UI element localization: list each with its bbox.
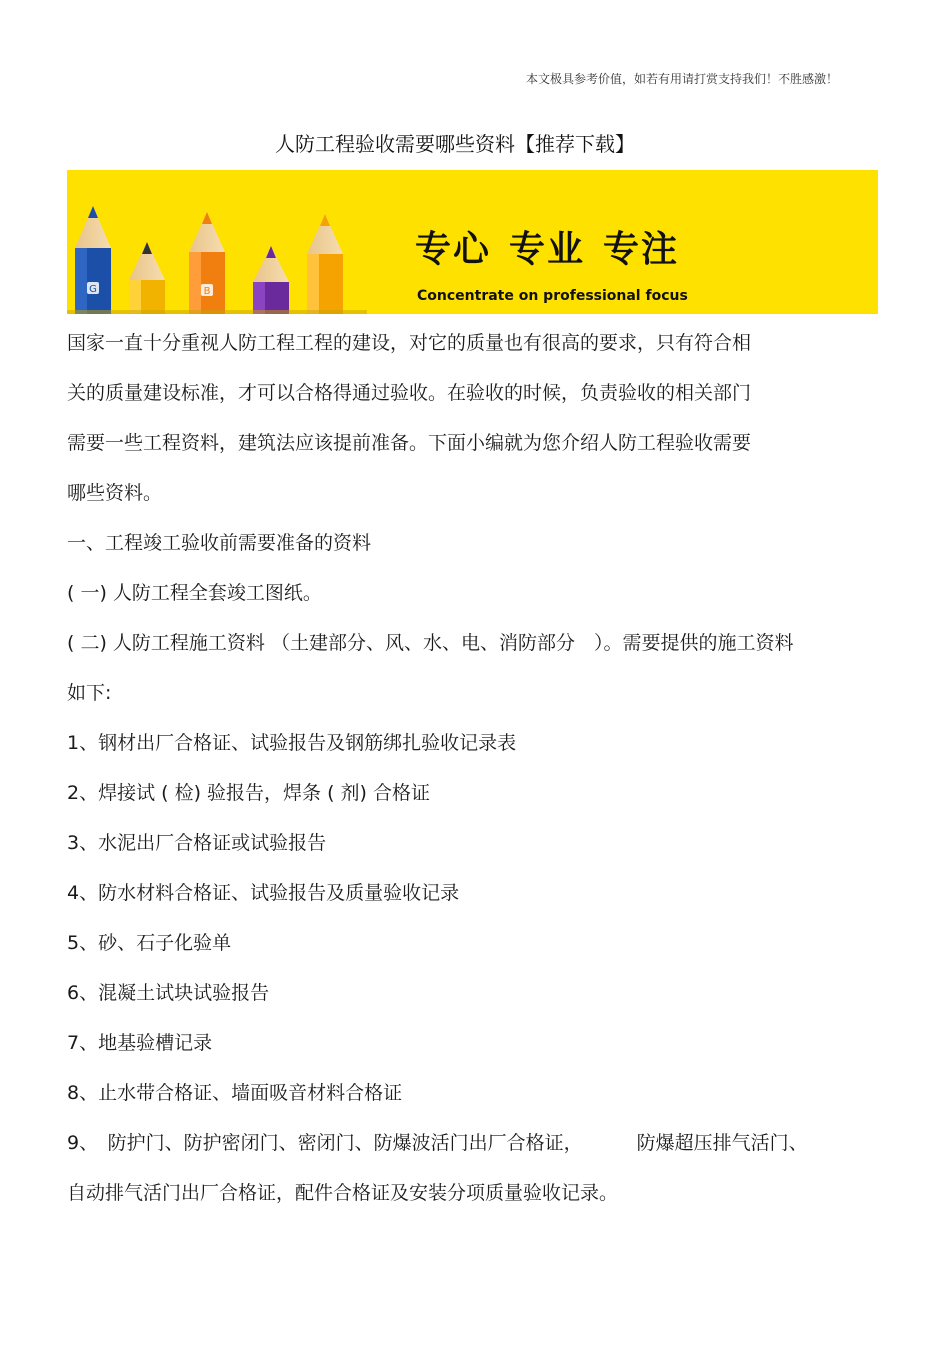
list-item: 1、钢材出厂合格证、试验报告及钢筋绑扎验收记录表 [67,732,517,754]
list-item: 6、混凝土试块试验报告 [67,982,270,1004]
banner-word-1: 专心 [415,229,492,270]
yellow-pencil [129,242,165,314]
banner-word-3: 专注 [603,229,680,270]
banner-slogan-en: Concentrate on professional focus [417,288,688,304]
list-item: 4、防水材料合格证、试验报告及质量验收记录 [67,882,460,904]
orange-pencil [189,212,225,314]
banner-image [67,170,878,314]
intro-line: 关的质量建设标准，才可以合格得通过验收。在验收的时候，负责验收的相关部门 [67,382,752,404]
pencil-letter: G [89,284,97,295]
list-item-9-part1: 9、 防护门、防护密闭门、密闭门、防爆波活门出厂合格证， [67,1132,583,1154]
subsection-2-continued: 如下: [67,682,112,704]
list-item: 3、水泥出厂合格证或试验报告 [67,832,327,854]
intro-line: 需要一些工程资料，建筑法应该提前准备。下面小编就为您介绍人防工程验收需要 [67,432,752,454]
orange-yellow-pencil [307,214,343,314]
intro-line: 哪些资料。 [67,482,163,504]
document-title: 人防工程验收需要哪些资料【推荐下载】 [275,132,635,156]
list-item: 8、止水带合格证、墙面吸音材料合格证 [67,1082,403,1104]
header-note: 本文极具参考价值，如若有用请打赏支持我们！不胜感激！ [525,72,838,86]
list-item: 7、地基验槽记录 [67,1032,213,1054]
banner-word-2: 专业 [509,229,586,270]
document-body [67,318,867,1218]
subsection-2: ( 二) 人防工程施工资料 （土建部分、风、水、电、消防部分 ）。需要提供的施工资料 [67,632,794,654]
pencil-letter: B [203,286,211,297]
list-item-9 [67,1118,867,1168]
list-item-9-continued: 自动排气活门出厂合格证，配件合格证及安装分项质量验收记录。 [67,1182,619,1204]
list-item: 2、焊接试 ( 检) 验报告，焊条 ( 剂) 合格证 [67,782,430,804]
purple-pencil [253,246,289,314]
section-heading: 一、工程竣工验收前需要准备的资料 [67,532,372,554]
list-item-9-part2: 防爆超压排气活门、 [636,1132,808,1154]
intro-line: 国家一直十分重视人防工程工程的建设，对它的质量也有很高的要求，只有符合相 [67,332,752,354]
list-item: 5、砂、石子化验单 [67,932,232,954]
banner-slogan-cn [415,229,680,270]
subsection-1: ( 一) 人防工程全套竣工图纸。 [67,582,322,604]
blue-pencil [75,206,111,314]
